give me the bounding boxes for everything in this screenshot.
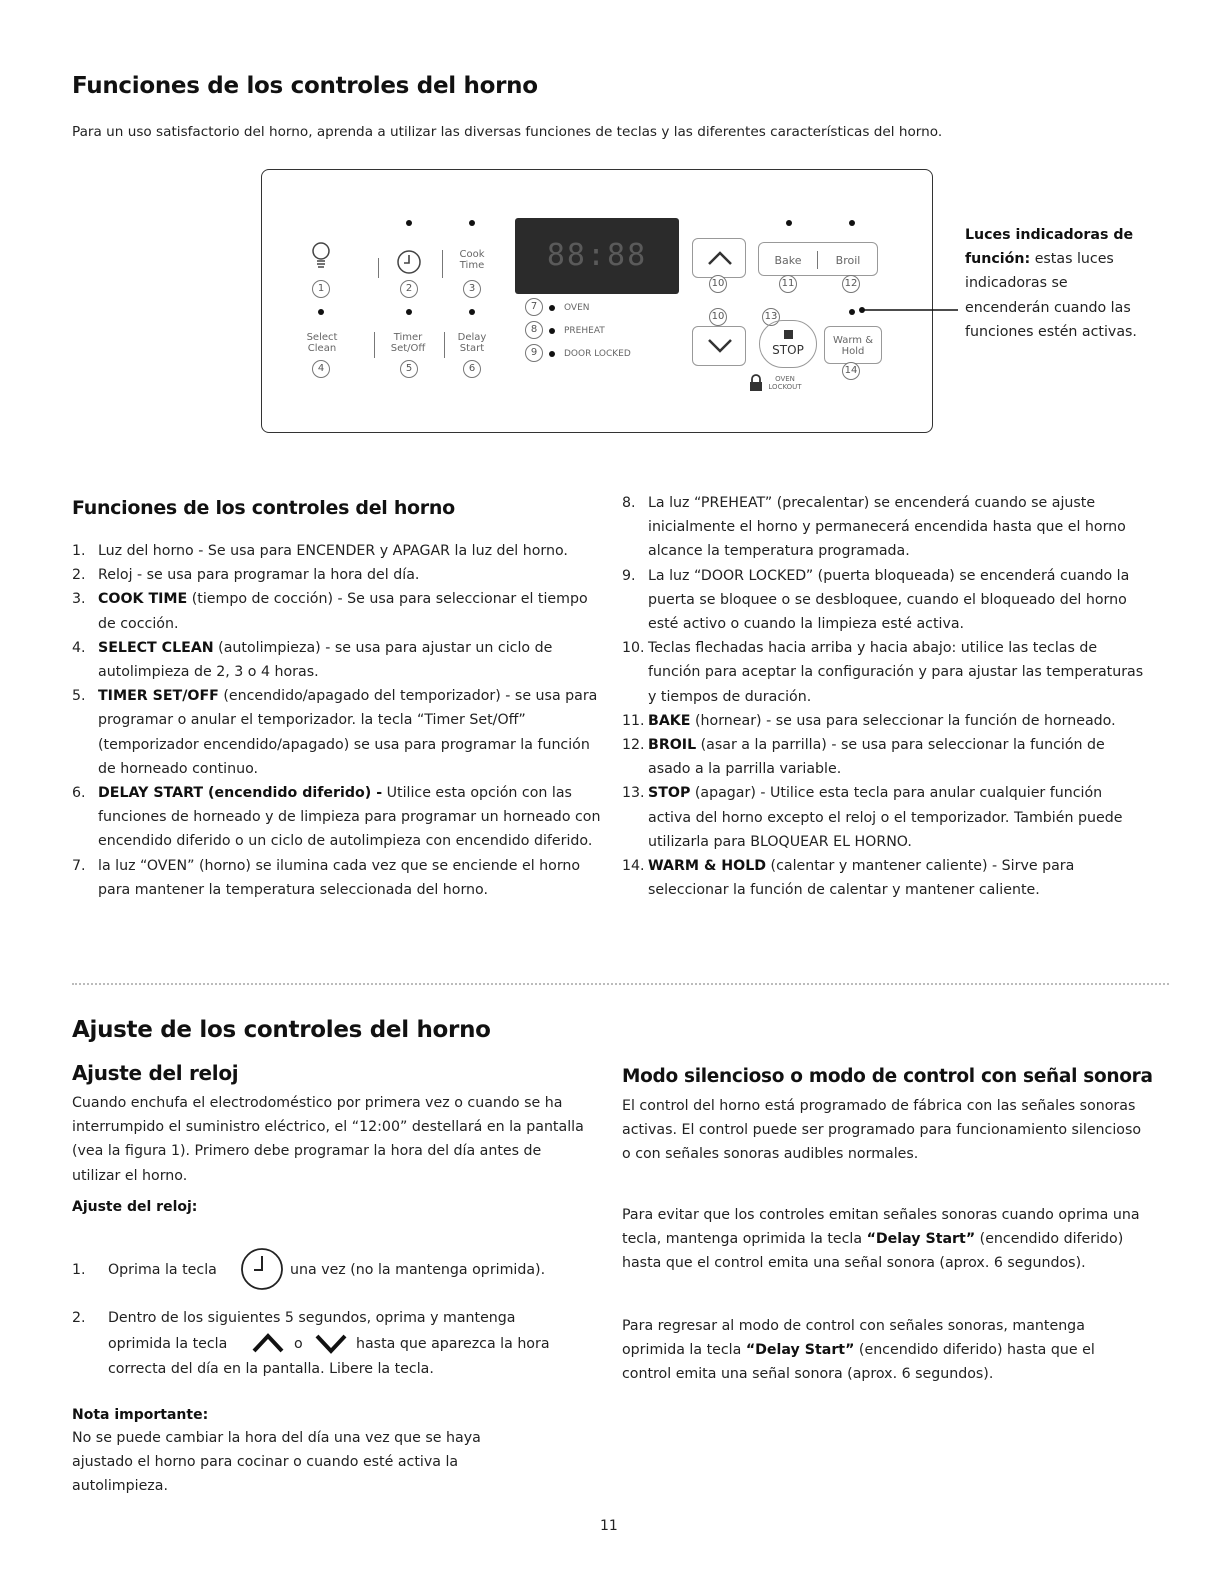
oven-lockout-label: OVEN LOCKOUT <box>768 375 802 391</box>
list-item-term: COOK TIME <box>98 591 188 608</box>
list-item-text: Reloj - se usa para programar la hora del día. <box>98 567 420 584</box>
callout-number: 10 <box>709 308 727 326</box>
broil-label: Broil <box>835 254 861 267</box>
list-item-number: 9. <box>622 567 636 584</box>
indicator-dot <box>849 309 855 315</box>
cook-time-label: Cook Time <box>459 249 485 271</box>
function-lights-callout: Luces indicadoras de función: estas luces indicadoras se encenderán cuando las funciones estén activas. <box>965 227 1137 340</box>
callout-number: 3 <box>463 280 481 298</box>
list-item-number: 5. <box>72 688 86 705</box>
callout-number: 1 <box>312 280 330 298</box>
step-2-text-d: correcta del día en la pantalla. Libere la tecla. <box>108 1361 434 1377</box>
list-item <box>622 781 1147 854</box>
list-item-term: STOP <box>648 785 691 802</box>
callout-number: 5 <box>400 360 418 378</box>
list-item-term: WARM & HOLD <box>648 858 767 875</box>
quiet-paragraph-1: El control del horno está programado de fábrica con las señales sonoras activas. El control puede ser programado para funcionamiento silencioso o con señales sonoras audibles normales. <box>622 1098 1142 1163</box>
up-arrow-key <box>692 238 746 278</box>
list-item-text: (tiempo de cocción) - Se usa para seleccionar el tiempo de cocción. <box>98 591 588 632</box>
list-item <box>72 854 604 902</box>
list-item <box>622 709 1147 733</box>
light-bulb-icon <box>310 240 332 276</box>
indicator-dot <box>549 305 555 311</box>
list-item-text: (calentar y mantener caliente) - Sirve para seleccionar la función de calentar y mantener caliente. <box>648 858 1075 899</box>
functions-heading: Funciones de los controles del horno <box>72 497 455 519</box>
list-item <box>622 636 1147 709</box>
divider-line <box>444 332 445 358</box>
divider-line <box>374 332 375 358</box>
list-item-number: 14. <box>622 858 645 875</box>
lock-icon <box>749 374 763 392</box>
list-item-number: 1. <box>72 543 86 559</box>
list-item-number: 6. <box>72 785 86 802</box>
list-item-text: (hornear) - se usa para seleccionar la función de horneado. <box>690 712 1116 729</box>
divider-line <box>378 258 379 278</box>
down-arrow-icon <box>706 337 734 355</box>
page-number: 11 <box>600 1518 618 1534</box>
intro-text: Para un uso satisfactorio del horno, aprenda a utilizar las diversas funciones de teclas y las diferentes características del horno. <box>72 124 943 140</box>
clock-key-icon <box>239 1246 285 1292</box>
step-1-text-a: Oprima la tecla <box>108 1262 217 1278</box>
callout-number: 8 <box>525 321 543 339</box>
quiet-mode-heading: Modo silencioso o modo de control con señal sonora <box>622 1066 1153 1087</box>
list-item-text: La luz “DOOR LOCKED” (puerta bloqueada) se encenderá cuando la puerta se bloquee o se desbloquee, cuando el bloqueado del horno esté activo o cuando la limpieza esté activa. <box>648 567 1130 633</box>
list-item-number: 7. <box>72 857 86 874</box>
callout-number: 2 <box>400 280 418 298</box>
list-item-text: Utilice esta opción con las funciones de horneado y de limpieza para programar un horneado con encendido diferido o un ciclo de autolimpieza con encendido diferido. <box>98 785 601 850</box>
step-1-text-b: una vez (no la mantenga oprimida). <box>290 1262 546 1278</box>
note-heading: Nota importante: <box>72 1407 209 1423</box>
bake-label: Bake <box>774 254 802 267</box>
list-item <box>72 563 604 587</box>
list-item-text: (apagar) - Utilice esta tecla para anular cualquier función activa del horno excepto el reloj o el temporizador. También puede utilizarla para BLOQUEAR EL HORNO. <box>648 785 1123 850</box>
clock-paragraph: Cuando enchufa el electrodoméstico por primera vez o cuando se ha interrumpido el suministro eléctrico, el “12:00” destellará en la pantalla (vea la figura 1). Primero debe programar la hora del día antes de utilizar el horno. <box>72 1095 584 1184</box>
callout-number: 6 <box>463 360 481 378</box>
clock-subheading: Ajuste del reloj: <box>72 1199 198 1215</box>
down-arrow-icon <box>314 1333 348 1355</box>
list-item-text: (encendido/apagado del temporizador) - se usa para programar o anular el temporizador. la tecla “Timer Set/Off” (temporizador encendido/apagado) se usa para programar la función de horneado continuo. <box>98 688 598 777</box>
settings-heading: Ajuste de los controles del horno <box>72 1017 491 1043</box>
control-panel-diagram <box>261 169 933 433</box>
up-arrow-icon <box>251 1332 285 1354</box>
callout-number: 14 <box>842 362 860 380</box>
list-item <box>622 491 1147 564</box>
clock-heading: Ajuste del reloj <box>72 1061 239 1085</box>
list-item <box>72 781 604 854</box>
preheat-light-label: PREHEAT <box>564 326 605 336</box>
callout-number: 12 <box>842 275 860 293</box>
select-clean-label: Select Clean <box>306 332 338 354</box>
step-2-text-b: oprimida la tecla <box>108 1336 228 1352</box>
stop-square-icon <box>784 330 793 339</box>
indicator-dot <box>318 309 324 315</box>
page-title: Funciones de los controles del horno <box>72 73 538 99</box>
callout-number: 11 <box>779 275 797 293</box>
step-1-number: 1. <box>72 1262 86 1278</box>
clock-icon <box>396 249 422 275</box>
indicator-dot <box>549 328 555 334</box>
list-item <box>72 587 604 635</box>
list-item-text: (asar a la parrilla) - se usa para seleccionar la función de asado a la parrilla variable. <box>648 737 1105 778</box>
step-2-or: o <box>294 1336 303 1352</box>
list-item-number: 2. <box>72 567 86 584</box>
functions-list-right <box>622 491 1147 902</box>
indicator-dot <box>406 220 412 226</box>
list-item-term: BROIL <box>648 737 697 754</box>
list-item-text: la luz “OVEN” (horno) se ilumina cada vez que se enciende el horno para mantener la temperatura seleccionada del horno. <box>98 857 581 898</box>
stop-label: STOP <box>772 343 804 357</box>
down-arrow-key <box>692 326 746 366</box>
list-item-text: Teclas flechadas hacia arriba y hacia abajo: utilice las teclas de función para aceptar la configuración y para ajustar las temperaturas y tiempos de duración. <box>648 640 1144 705</box>
list-item <box>622 564 1147 637</box>
indicator-dot <box>849 220 855 226</box>
list-item-text: Luz del horno - Se usa para ENCENDER y APAGAR la luz del horno. <box>98 543 568 559</box>
divider-line <box>442 250 443 278</box>
list-item <box>622 733 1147 781</box>
indicator-dot <box>469 220 475 226</box>
stop-key <box>759 320 817 368</box>
quiet-paragraph-2: Para evitar que los controles emitan señales sonoras cuando oprima una tecla, mantenga oprimida la tecla “Delay Start” (encendido diferido) hasta que el control emita una señal sonora (aprox. 6 segundos). <box>622 1207 1140 1272</box>
list-item <box>72 636 604 684</box>
list-item-term: TIMER SET/OFF <box>98 688 219 705</box>
delay-start-label: Delay Start <box>457 332 487 354</box>
list-item-number: 11. <box>622 712 645 729</box>
list-item-text: (autolimpieza) - se usa para ajustar un ciclo de autolimpieza de 2, 3 o 4 horas. <box>98 639 553 681</box>
warm-hold-key <box>824 326 882 364</box>
quiet-paragraph-3: Para regresar al modo de control con señales sonoras, mantenga oprimida la tecla “Delay Start” (encendido diferido) hasta que el control emita una señal sonora (aprox. 6 segundos). <box>622 1318 1095 1383</box>
section-divider <box>72 983 1169 985</box>
up-arrow-icon <box>706 249 734 267</box>
timer-label: Timer Set/Off <box>390 332 426 354</box>
note-paragraph: No se puede cambiar la hora del día una vez que se haya ajustado el horno para cocinar o cuando esté activa la autolimpieza. <box>72 1430 481 1495</box>
list-item-term: BAKE <box>648 712 691 729</box>
step-2-number: 2. <box>72 1310 86 1326</box>
callout-number: 13 <box>762 308 780 326</box>
list-item-number: 12. <box>622 737 645 754</box>
callout-number: 9 <box>525 344 543 362</box>
list-item <box>622 854 1147 902</box>
indicator-dot <box>549 351 555 357</box>
list-item-term: SELECT CLEAN <box>98 639 214 656</box>
door-locked-light-label: DOOR LOCKED <box>564 349 631 359</box>
list-item-number: 8. <box>622 495 636 511</box>
list-item <box>72 539 604 563</box>
indicator-dot <box>469 309 475 315</box>
indicator-dot <box>786 220 792 226</box>
list-item <box>72 684 604 781</box>
list-item-text: La luz “PREHEAT” (precalentar) se encenderá cuando se ajuste inicialmente el horno y permanecerá encendida hasta que el horno alcance la temperatura programada. <box>648 495 1126 560</box>
callout-number: 4 <box>312 360 330 378</box>
callout-number: 7 <box>525 298 543 316</box>
digital-display: 88:88 <box>515 218 679 294</box>
callout-number: 10 <box>709 275 727 293</box>
warm-hold-label: Warm & Hold <box>832 335 874 357</box>
oven-light-label: OVEN <box>564 303 590 313</box>
list-item-term: DELAY START (encendido diferido) - <box>98 785 383 802</box>
list-item-number: 10. <box>622 640 645 657</box>
indicator-dot <box>406 309 412 315</box>
list-item-number: 13. <box>622 785 645 802</box>
step-2-text-a: Dentro de los siguientes 5 segundos, oprima y mantenga <box>108 1310 516 1326</box>
step-2-text-c: hasta que aparezca la hora <box>356 1336 550 1352</box>
divider-line <box>817 251 818 269</box>
bake-broil-key <box>758 242 878 276</box>
list-item-number: 4. <box>72 639 86 656</box>
functions-list-left <box>72 539 604 902</box>
callout-leader-line <box>858 300 958 320</box>
list-item-number: 3. <box>72 591 86 608</box>
